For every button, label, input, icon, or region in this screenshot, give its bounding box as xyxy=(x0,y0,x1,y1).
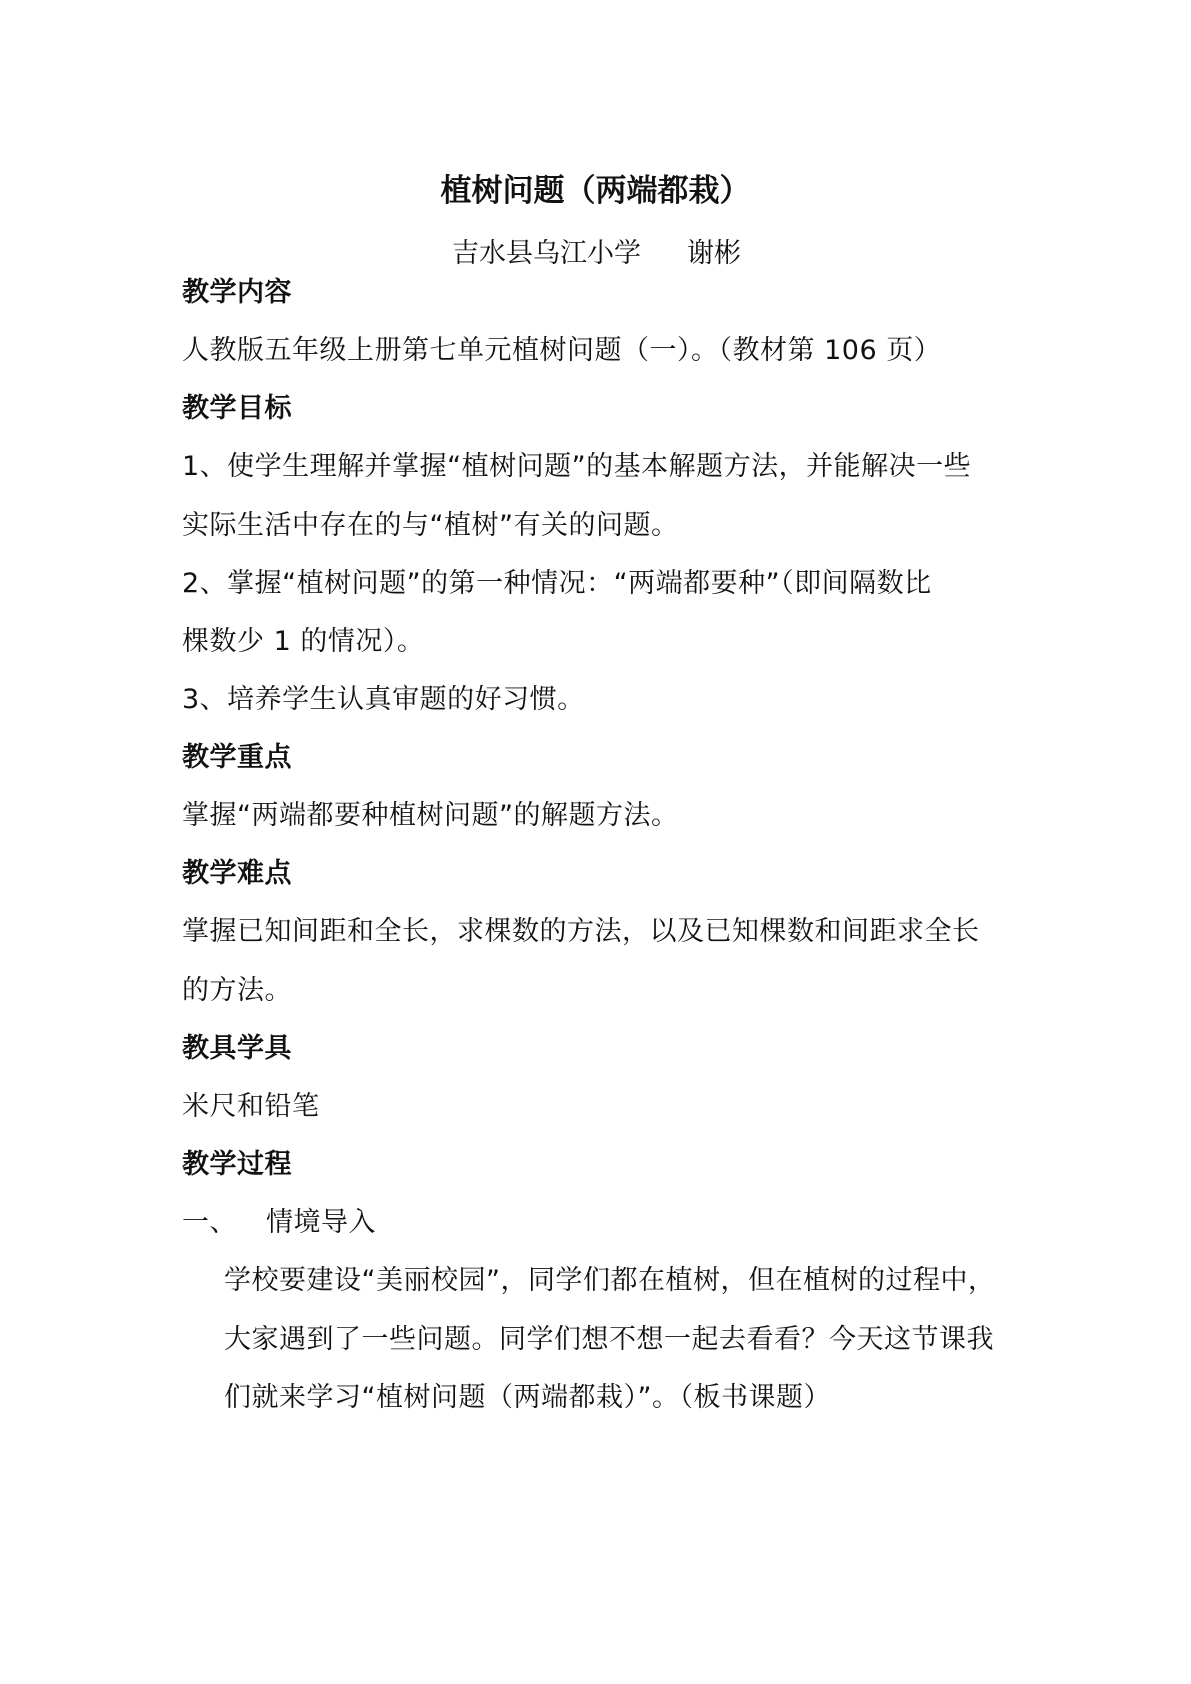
difficulty-line-1: 掌握已知间距和全长，求棵数的方法，以及已知棵数和间距求全长 xyxy=(182,916,980,947)
author-name: 谢彬 xyxy=(687,238,741,269)
goal-2-line-2: 棵数少 1 的情况）。 xyxy=(182,626,425,657)
content-text: 人教版五年级上册第七单元植树问题（一）。（教材第 106 页） xyxy=(182,335,942,366)
goal-2-line-1: 2、掌握“植树问题”的第一种情况：“两端都要种”（即间隔数比 xyxy=(182,568,932,599)
heading-content: 教学内容 xyxy=(182,277,292,308)
heading-process: 教学过程 xyxy=(182,1149,292,1180)
step-1-heading xyxy=(182,1203,376,1243)
heading-goals: 教学目标 xyxy=(182,393,292,424)
step-1-line-2: 大家遇到了一些问题。同学们想不想一起去看看？今天这节课我 xyxy=(224,1324,994,1355)
heading-tools: 教具学具 xyxy=(182,1033,292,1064)
goal-3: 3、培养学生认真审题的好习惯。 xyxy=(182,684,585,715)
goal-1-line-2: 实际生活中存在的与“植树”有关的问题。 xyxy=(182,510,679,541)
step-1-title: 情境导入 xyxy=(266,1207,376,1238)
key-point-text: 掌握“两端都要种植树问题”的解题方法。 xyxy=(182,800,679,831)
difficulty-line-2: 的方法。 xyxy=(182,975,292,1006)
author-line xyxy=(452,234,741,274)
step-1-number: 一、 xyxy=(182,1207,237,1238)
step-1-line-1: 学校要建设“美丽校园”，同学们都在植树，但在植树的过程中， xyxy=(224,1265,996,1296)
step-1-line-3: 们就来学习“植树问题（两端都栽）”。（板书课题） xyxy=(224,1382,831,1413)
tools-text: 米尺和铅笔 xyxy=(182,1091,320,1122)
author-school: 吉水县乌江小学 xyxy=(452,238,641,269)
heading-key-point: 教学重点 xyxy=(182,742,292,773)
heading-difficulty: 教学难点 xyxy=(182,858,292,889)
goal-1-line-1: 1、使学生理解并掌握“植树问题”的基本解题方法，并能解决一些 xyxy=(182,451,972,482)
document-title: 植树问题（两端都栽） xyxy=(440,173,751,209)
